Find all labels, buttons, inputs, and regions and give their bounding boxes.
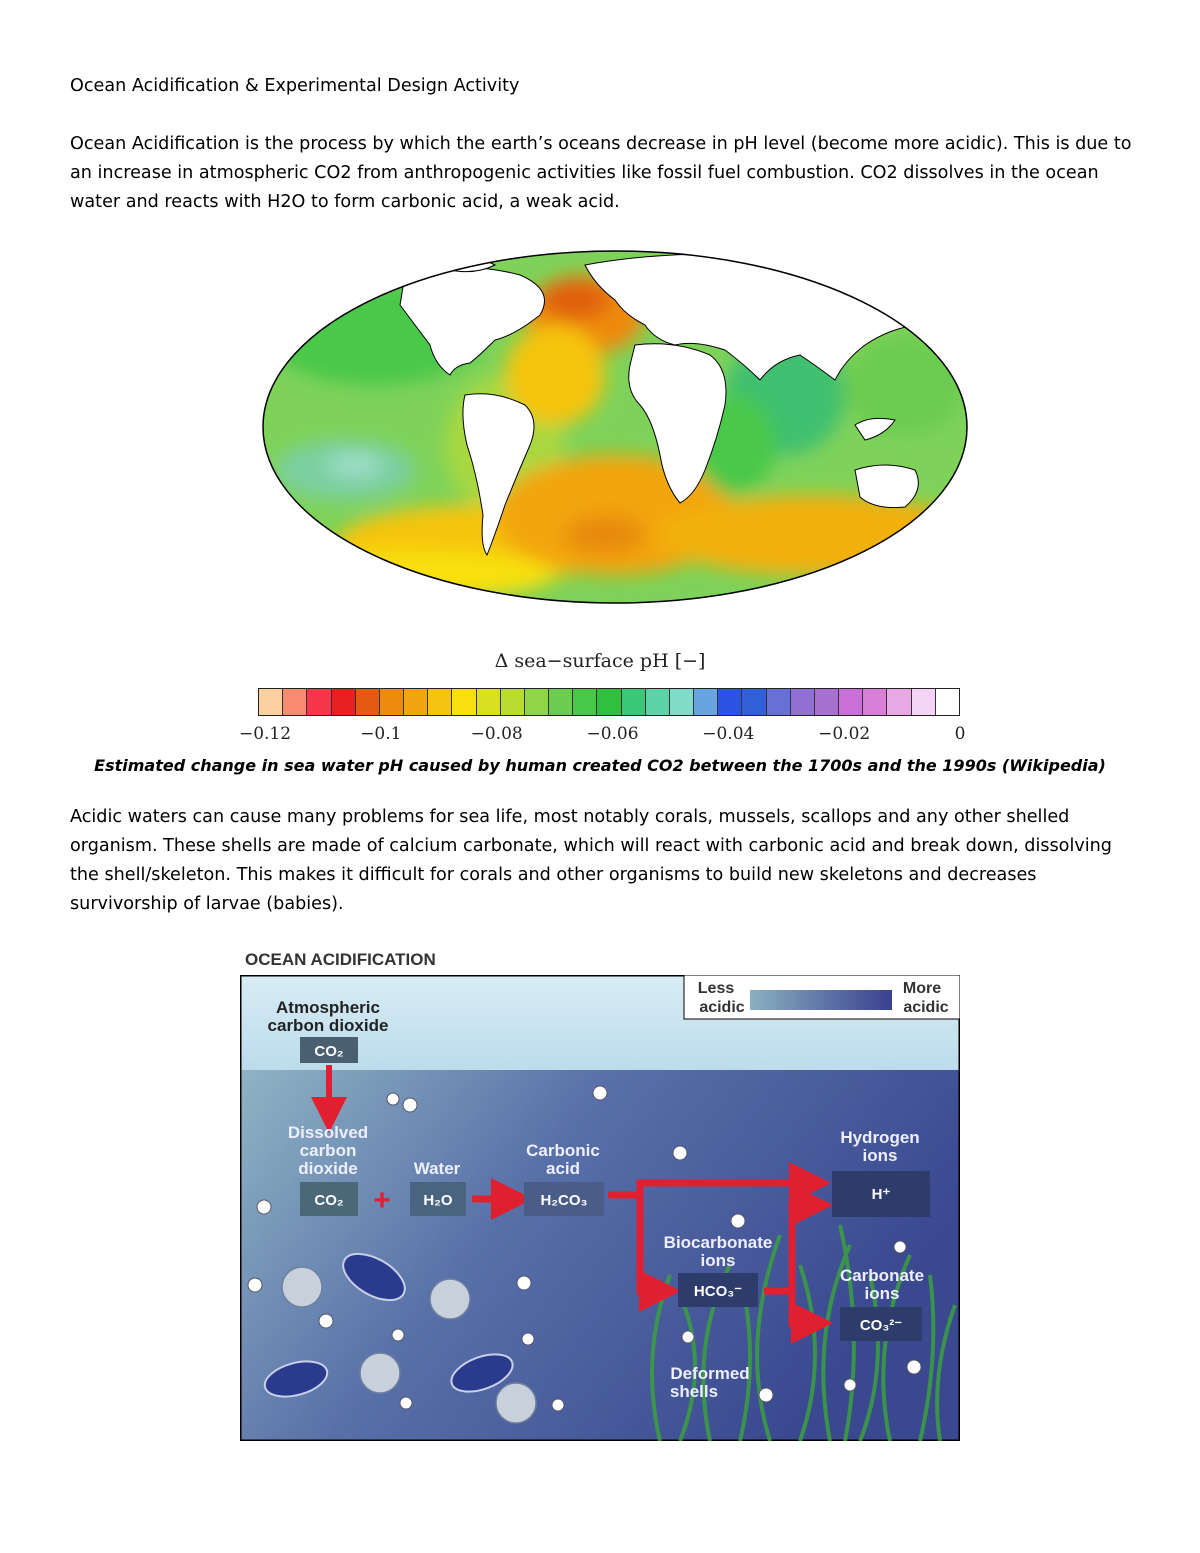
colorbar-swatch bbox=[912, 689, 936, 715]
hydrogen-line2: ions bbox=[862, 1146, 898, 1165]
colorbar-swatch bbox=[742, 689, 766, 715]
colorbar-swatch bbox=[549, 689, 573, 715]
h2co3-formula: H₂CO₃ bbox=[540, 1192, 588, 1209]
colorbar-swatch bbox=[283, 689, 307, 715]
colorbar-swatch bbox=[646, 689, 670, 715]
colorbar-swatch bbox=[863, 689, 887, 715]
carbonate-line2: ions bbox=[864, 1284, 900, 1303]
colorbar-swatch bbox=[259, 689, 283, 715]
carbonate-line1: Carbonate bbox=[839, 1266, 925, 1285]
atmospheric-line2: carbon dioxide bbox=[267, 1016, 389, 1035]
document-title: Ocean Acidification & Experimental Design Activity bbox=[70, 76, 520, 96]
water-label: Water bbox=[413, 1159, 461, 1178]
ph-colorbar bbox=[258, 688, 960, 716]
colorbar-swatch bbox=[815, 689, 839, 715]
colorbar-swatch bbox=[597, 689, 621, 715]
dissolved-line3: dioxide bbox=[298, 1159, 358, 1178]
colorbar-swatch bbox=[718, 689, 742, 715]
colorbar-tick-label: −0.06 bbox=[586, 724, 639, 744]
bicarbonate-line1: Biocarbonate bbox=[663, 1233, 773, 1252]
colorbar-swatch bbox=[573, 689, 597, 715]
colorbar-swatch bbox=[767, 689, 791, 715]
colorbar-swatch bbox=[477, 689, 501, 715]
colorbar-swatch bbox=[694, 689, 718, 715]
colorbar-tick-label: −0.1 bbox=[360, 724, 402, 744]
ph-change-world-map bbox=[255, 245, 975, 610]
h2o-formula: H₂O bbox=[423, 1192, 453, 1209]
colorbar-swatch bbox=[501, 689, 525, 715]
colorbar-tick-label: −0.02 bbox=[818, 724, 871, 744]
legend-more-line2: acidic bbox=[903, 999, 949, 1016]
colorbar-swatch bbox=[670, 689, 694, 715]
colorbar-tick-label: −0.08 bbox=[470, 724, 523, 744]
diagram-title: OCEAN ACIDIFICATION bbox=[245, 950, 436, 969]
h-plus-formula: H⁺ bbox=[871, 1186, 891, 1203]
legend-more-line1: More bbox=[902, 980, 942, 997]
colorbar-tick-label: 0 bbox=[954, 724, 966, 744]
co3-formula: CO₃²⁻ bbox=[859, 1317, 903, 1334]
colorbar-swatch bbox=[936, 689, 959, 715]
colorbar-tick-label: −0.04 bbox=[702, 724, 755, 744]
dissolved-line2: carbon bbox=[299, 1141, 357, 1160]
bicarbonate-line2: ions bbox=[700, 1251, 736, 1270]
colorbar-title: Δ sea−surface pH [−] bbox=[494, 650, 706, 672]
intro-paragraph: Ocean Acidification is the process by which the earth’s oceans decrease in pH level (become more acidic). This is due to an increase in atmospheric CO2 from anthropogenic activities like fossil fuel combustion. CO2 dissolves in the ocean water and reacts with H2O to form carbonic acid, a weak acid. bbox=[70, 134, 1132, 212]
map-caption: Estimated change in sea water pH caused by human created CO2 between the 1700s and the 1990s (Wikipedia) bbox=[94, 756, 1106, 775]
colorbar-swatch bbox=[525, 689, 549, 715]
colorbar-swatch bbox=[380, 689, 404, 715]
colorbar-swatch bbox=[404, 689, 428, 715]
colorbar-swatch bbox=[356, 689, 380, 715]
dissolved-line1: Dissolved bbox=[287, 1123, 369, 1142]
hydrogen-line1: Hydrogen bbox=[840, 1128, 920, 1147]
carbonic-line2: acid bbox=[545, 1159, 581, 1178]
colorbar-swatch bbox=[332, 689, 356, 715]
deformed-line2: shells bbox=[669, 1382, 719, 1401]
colorbar-swatch bbox=[791, 689, 815, 715]
colorbar-swatch bbox=[452, 689, 476, 715]
hco3-formula: HCO₃⁻ bbox=[693, 1283, 743, 1300]
co2-dissolved-formula: CO₂ bbox=[314, 1192, 344, 1209]
ocean-acidification-diagram bbox=[240, 975, 960, 1441]
colorbar-swatch bbox=[839, 689, 863, 715]
legend-less-line2: acidic bbox=[699, 999, 745, 1016]
legend-less-line1: Less bbox=[697, 980, 735, 997]
plus-sign: + bbox=[373, 1184, 391, 1217]
atmospheric-line1: Atmospheric bbox=[276, 998, 380, 1017]
colorbar-swatch bbox=[428, 689, 452, 715]
colorbar-swatch bbox=[307, 689, 331, 715]
deformed-line1: Deformed bbox=[670, 1364, 750, 1383]
co2-atm-formula: CO₂ bbox=[314, 1043, 344, 1060]
colorbar-swatch bbox=[622, 689, 646, 715]
shell-effects-paragraph: Acidic waters can cause many problems for sea life, most notably corals, mussels, scallops and any other shelled organism. These shells are made of calcium carbonate, which will react with carbonic acid and break down, dissolving the shell/skeleton. This makes it difficult for corals and other organisms to build new skeletons and decreases survivorship of larvae (babies). bbox=[70, 807, 1112, 914]
colorbar-swatch bbox=[887, 689, 911, 715]
carbonic-line1: Carbonic bbox=[526, 1141, 600, 1160]
colorbar-tick-label: −0.12 bbox=[238, 724, 292, 744]
